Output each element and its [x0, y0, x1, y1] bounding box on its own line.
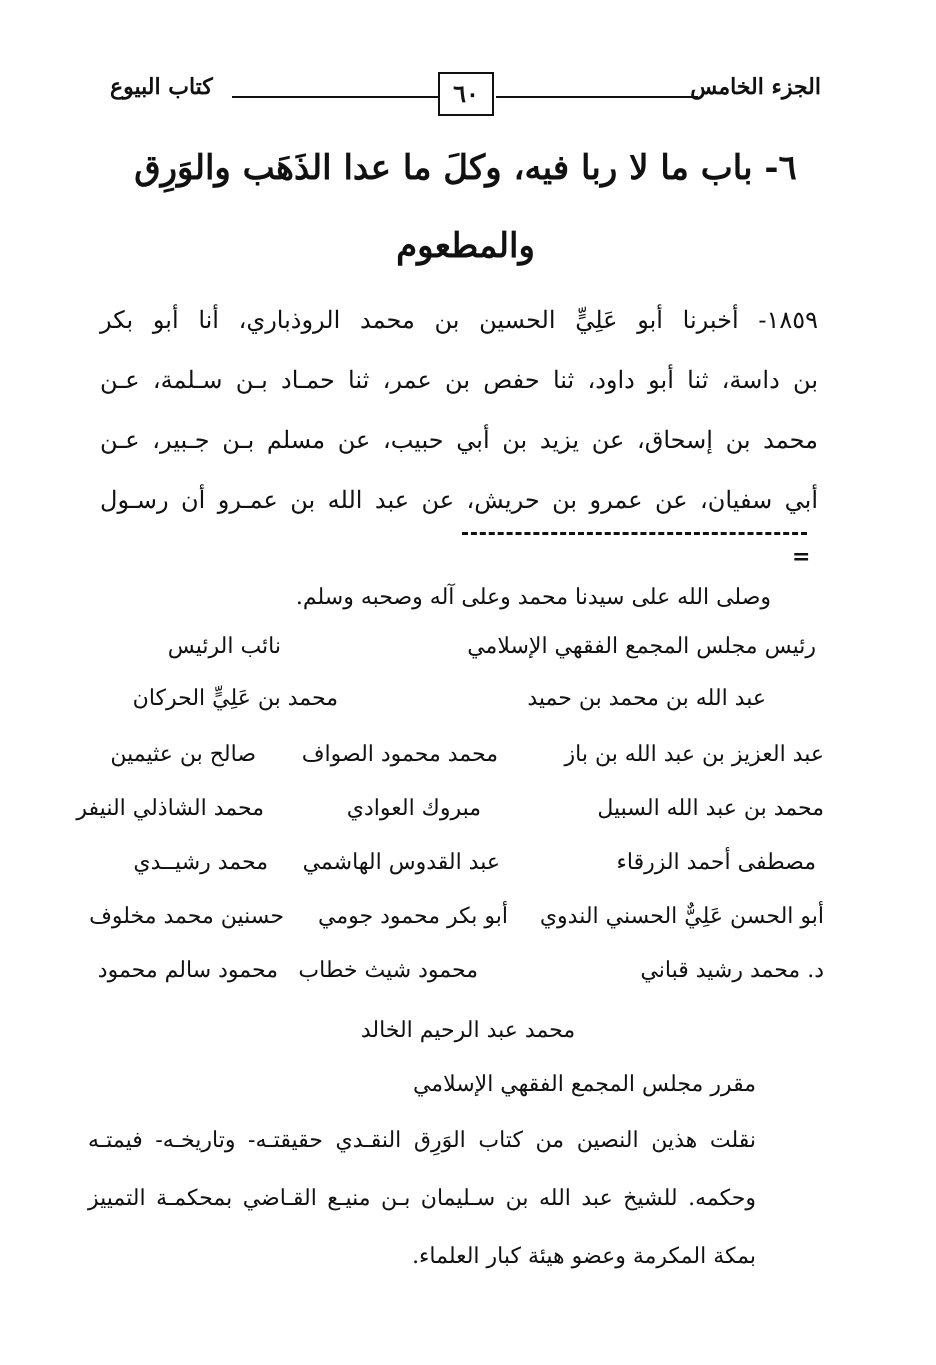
hadith-line: محمد بن إسحاق، عن يزيد بن أبي حبيب، عن مسلم بـن جـبير، عـن [100, 426, 818, 454]
note-line: وحكمه. للشيخ عبد الله بن سـليمان بـن منيـع القـاضي بمحكمـة التمييز [88, 1186, 756, 1211]
hadith-line: أبي سفيان، عن عمرو بن حريش، عن عبد الله بن عمـرو أن رسـول [100, 486, 818, 514]
footnote-separator [462, 532, 807, 535]
book-label: كتاب البيوع [110, 74, 213, 100]
signature-row [90, 686, 816, 726]
signature-name: رئيس مجلس المجمع الفقهي الإسلامي [467, 634, 816, 659]
hadith-paragraph [100, 290, 818, 530]
rapporteur-title: مقرر مجلس المجمع الفقهي الإسلامي [412, 1072, 756, 1097]
signature-row [90, 850, 816, 890]
signature-name: محمد محمود الصواف [301, 742, 498, 767]
signature-name: صالح بن عثيمين [110, 742, 256, 767]
signature-name: محمود سالم محمود [97, 958, 278, 983]
signature-row [90, 742, 824, 782]
signature-name-centered: محمد عبد الرحيم الخالد [360, 1018, 576, 1043]
header-rule-right [496, 96, 698, 98]
continuation-mark: = [792, 544, 811, 570]
signature-name: عبد القدوس الهاشمي [302, 850, 500, 875]
chapter-title-line-1: ٦- باب ما لا ربا فيه، وكلَ ما عدا الذَهَب والوَرِق [134, 148, 797, 188]
signature-row [90, 634, 816, 674]
signature-name: مبروك العوادي [346, 796, 481, 821]
hadith-line: بن داسة، ثنا أبو داود، ثنا حفص بن عمر، ثنا حمـاد بـن سـلمة، عـن [100, 366, 818, 394]
signature-name: أبو بكر محمود جومي [318, 904, 508, 929]
signature-name: محمد بن عَلِيٍّ الحركان [132, 686, 338, 711]
note-line: بمكة المكرمة وعضو هيئة كبار العلماء. [412, 1244, 756, 1269]
signature-name: نائب الرئيس [167, 634, 281, 659]
page-number: ٦٠ [438, 72, 494, 116]
signature-name: محمود شيث خطاب [298, 958, 478, 983]
chapter-title-line-2: والمطعوم [396, 226, 535, 266]
signature-name: أبو الحسن عَلِيٌّ الحسني الندوي [539, 904, 824, 929]
closing-prayer: وصلى الله على سيدنا محمد وعلى آله وصحبه وسلم. [295, 585, 771, 610]
signature-name: محمد رشيــدي [133, 850, 268, 875]
signature-row [76, 796, 824, 836]
signature-name: حسنين محمد مخلوف [89, 904, 284, 929]
signature-name: محمد بن عبد الله السبيل [597, 796, 824, 821]
signature-row [89, 904, 824, 944]
note-line: نقلت هذين النصين من كتاب الوَرِق النقـدي حقيقتـه- وتاريخـه- فيمتـه [88, 1128, 756, 1153]
volume-label: الجزء الخامس [690, 74, 821, 100]
signature-row [90, 958, 824, 998]
header-rule-left [232, 96, 438, 98]
signature-name: عبد الله بن محمد بن حميد [527, 686, 766, 711]
signature-name: محمد الشاذلي النيفر [76, 796, 264, 821]
signature-name: مصطفى أحمد الزرقاء [616, 850, 816, 875]
hadith-line: ١٨٥٩- أخبرنا أبو عَلِيٍّ الحسين بن محمد الروذباري، أنا أبو بكر [100, 306, 818, 334]
signature-name: عبد العزيز بن عبد الله بن باز [564, 742, 824, 767]
signature-name: د. محمد رشيد قباني [640, 958, 824, 983]
source-note [88, 1112, 756, 1286]
